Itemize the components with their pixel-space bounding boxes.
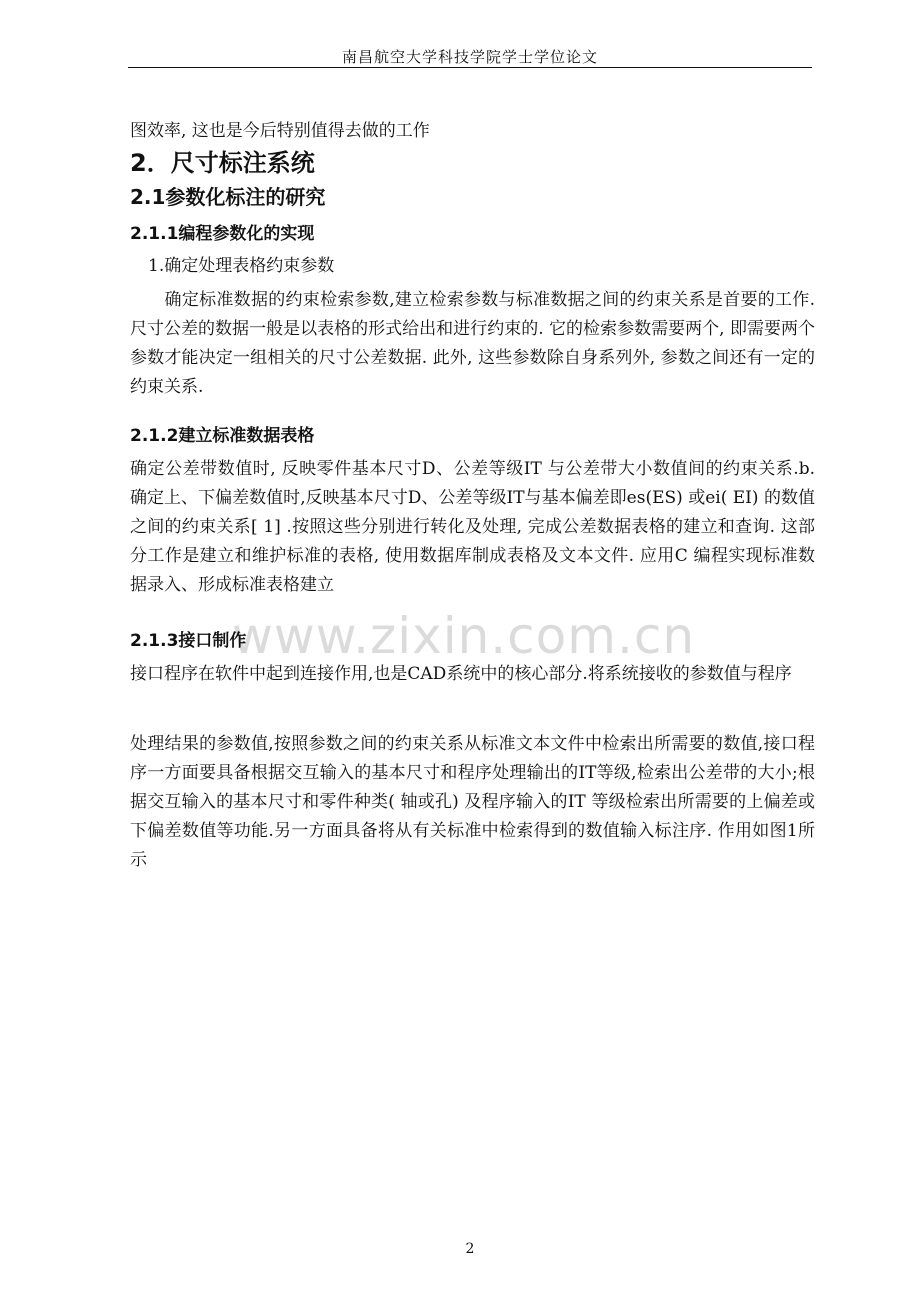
subsubsection-heading-2-1-1: 2.1.1编程参数化的实现: [130, 224, 315, 244]
header-divider: [128, 67, 812, 68]
paragraph-2-1-3-part-2: 处理结果的参数值,按照参数之间的约束关系从标准文本文件中检索出所需要的数值,接口程序一方面要具备根据交互输入的基本尺寸和程序处理输出的IT等级,检索出公差带的大小;根据交互输入的基本尺寸和零件种类( 轴或孔) 及程序输入的IT 等级检索出所需要的上偏差或下偏差数值等功能.另一方面具备将从有关标准中检索得到的数值输入标注序. 作用如图1所示: [130, 734, 815, 870]
list-item-1: 1.确定处理表格约束参数: [148, 256, 335, 276]
section-heading: 2．尺寸标注系统: [130, 149, 315, 177]
carryover-line: 图效率, 这也是今后特别值得去做的工作: [130, 121, 430, 141]
subsubsection-heading-2-1-3: 2.1.3接口制作: [130, 631, 247, 651]
paragraph-2-1-2: 确定公差带数值时, 反映零件基本尺寸D、公差等级IT 与公差带大小数值间的约束关系.b. 确定上、下偏差数值时,反映基本尺寸D、公差等级IT与基本偏差即es(ES) 或ei( EI) 的数值之间的约束关系[ 1] .按照这些分别进行转化及处理, 完成公差数据表格的建立和查询. 这部分工作是建立和维护标准的表格, 使用数据库制成表格及文本文件. 应用C 编程实现标准数据录入、形成标准表格建立: [130, 459, 815, 595]
page-number: 2: [465, 1241, 475, 1257]
page-header: 南昌航空大学科技学院学士学位论文: [341, 48, 598, 66]
subsubsection-heading-2-1-2: 2.1.2建立标准数据表格: [130, 426, 315, 446]
paragraph-2-1-3-part-1: 接口程序在软件中起到连接作用,也是CAD系统中的核心部分.将系统接收的参数值与程序: [130, 664, 792, 684]
paragraph-2-1-1: 确定标准数据的约束检索参数,建立检索参数与标准数据之间的约束关系是首要的工作. 尺寸公差的数据一般是以表格的形式给出和进行约束的. 它的检索参数需要两个, 即需要两个参数才能决定一组相关的尺寸公差数据. 此外, 这些参数除自身系列外, 参数之间还有一定的约束关系.: [130, 290, 815, 397]
subsection-heading: 2.1参数化标注的研究: [130, 185, 326, 209]
watermark: www.zixin.com.cn: [232, 607, 696, 665]
